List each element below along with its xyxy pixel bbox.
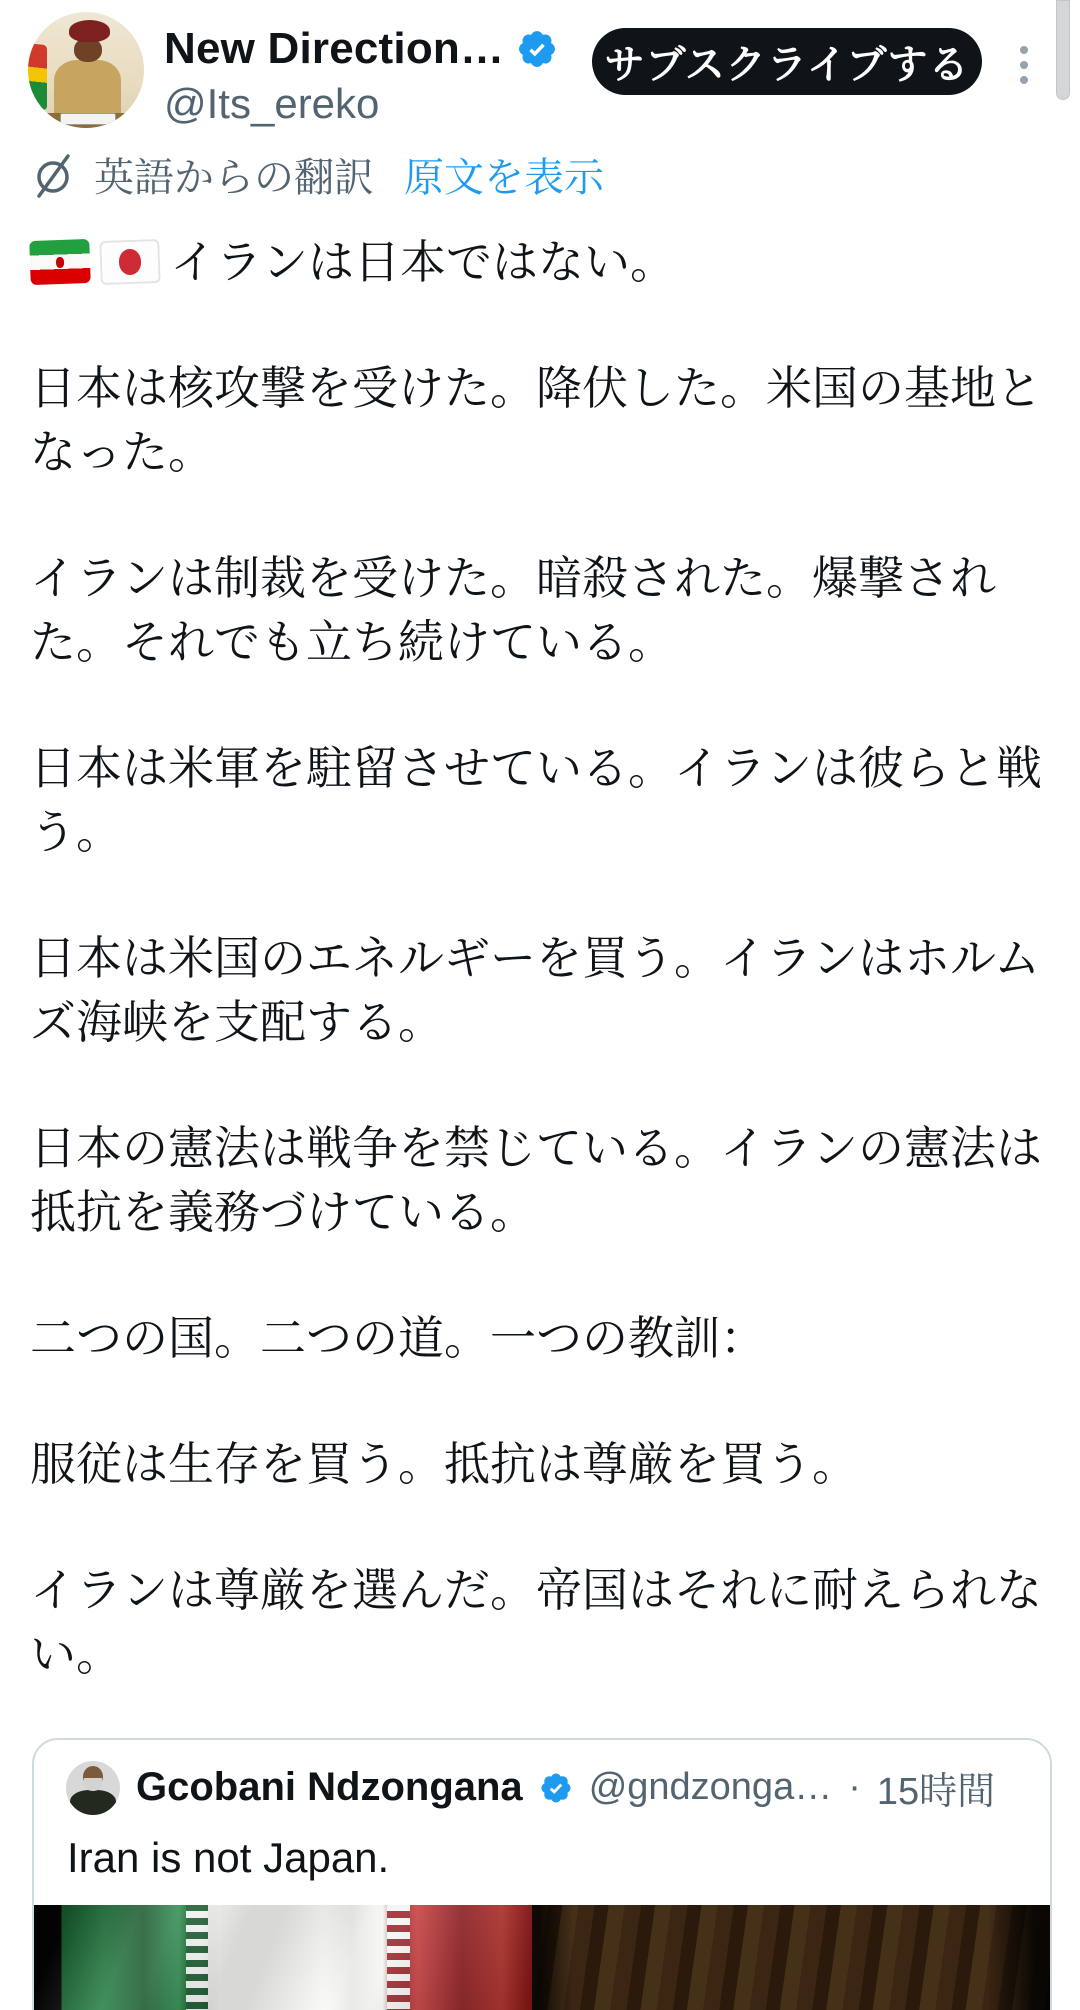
dot [1020,46,1028,54]
avatar-art [60,113,115,124]
show-original-link[interactable]: 原文を表示 [404,156,604,200]
quote-timestamp: 15時間 [876,1771,996,1813]
japan-flag-emoji [99,239,160,285]
tweet-paragraph: イランは制裁を受けた。暗殺された。爆撃された。それでも立ち続けている。 [30,552,996,668]
tweet-paragraph: 日本の憲法は戦争を禁じている。イランの憲法は抵抗を義務づけている。 [30,1122,1042,1238]
avatar-art [54,60,121,120]
quote-author-display-name: Gcobani Ndzongana [136,1765,523,1809]
more-menu-icon[interactable] [1020,46,1028,84]
avatar-art [69,20,111,42]
verified-icon [539,1771,573,1805]
quote-author-handle: @gndzonga… [588,1766,833,1808]
tweet-paragraph: 日本は米軍を駐留させている。イランは彼らと戦う。 [30,742,1042,858]
quote-text: Iran is not Japan. [67,1834,390,1881]
avatar-art [70,1790,115,1815]
tweet-paragraph: 服従は生存を買う。抵抗は尊厳を買う。 [30,1438,858,1490]
avatar-art [28,43,47,110]
subscribe-button[interactable]: サブスクライブする [592,28,982,95]
media-art [34,1905,532,2010]
iran-flag-photo[interactable] [34,1905,532,2010]
tweet-text [30,230,1052,1686]
tweet-paragraph: イランは尊厳を選んだ。帝国はそれに耐えられない。 [30,1564,1042,1680]
tweet-paragraph [30,230,1052,294]
translation-notice: 英語からの翻訳 [94,156,374,200]
author-avatar[interactable] [28,12,144,128]
quote-separator: · [848,1766,861,1808]
quote-media[interactable] [34,1905,1050,2010]
night-fire-scene-photo[interactable] [532,1905,1050,2010]
dot [1020,61,1028,69]
translate-icon [30,149,78,201]
tweet-paragraph-text: イランは日本ではない。 [170,236,676,288]
iran-flag-emoji [29,239,90,285]
verified-icon [516,28,558,70]
quoted-tweet-card[interactable] [32,1738,1052,2010]
author-handle[interactable]: @Its_ereko [164,80,380,127]
tweet-paragraph: 日本は米国のエネルギーを買う。イランはホルムズ海峡を支配する。 [30,932,1041,1048]
author-display-name[interactable]: New Direction… [164,24,505,73]
scrollbar-thumb[interactable] [1056,0,1070,100]
tweet-paragraph: 日本は核攻撃を受けた。降伏した。米国の基地となった。 [30,362,1042,478]
tweet-paragraph: 二つの国。二つの道。一つの教訓： [30,1312,766,1364]
dot [1020,76,1028,84]
quote-author-avatar [66,1761,120,1815]
